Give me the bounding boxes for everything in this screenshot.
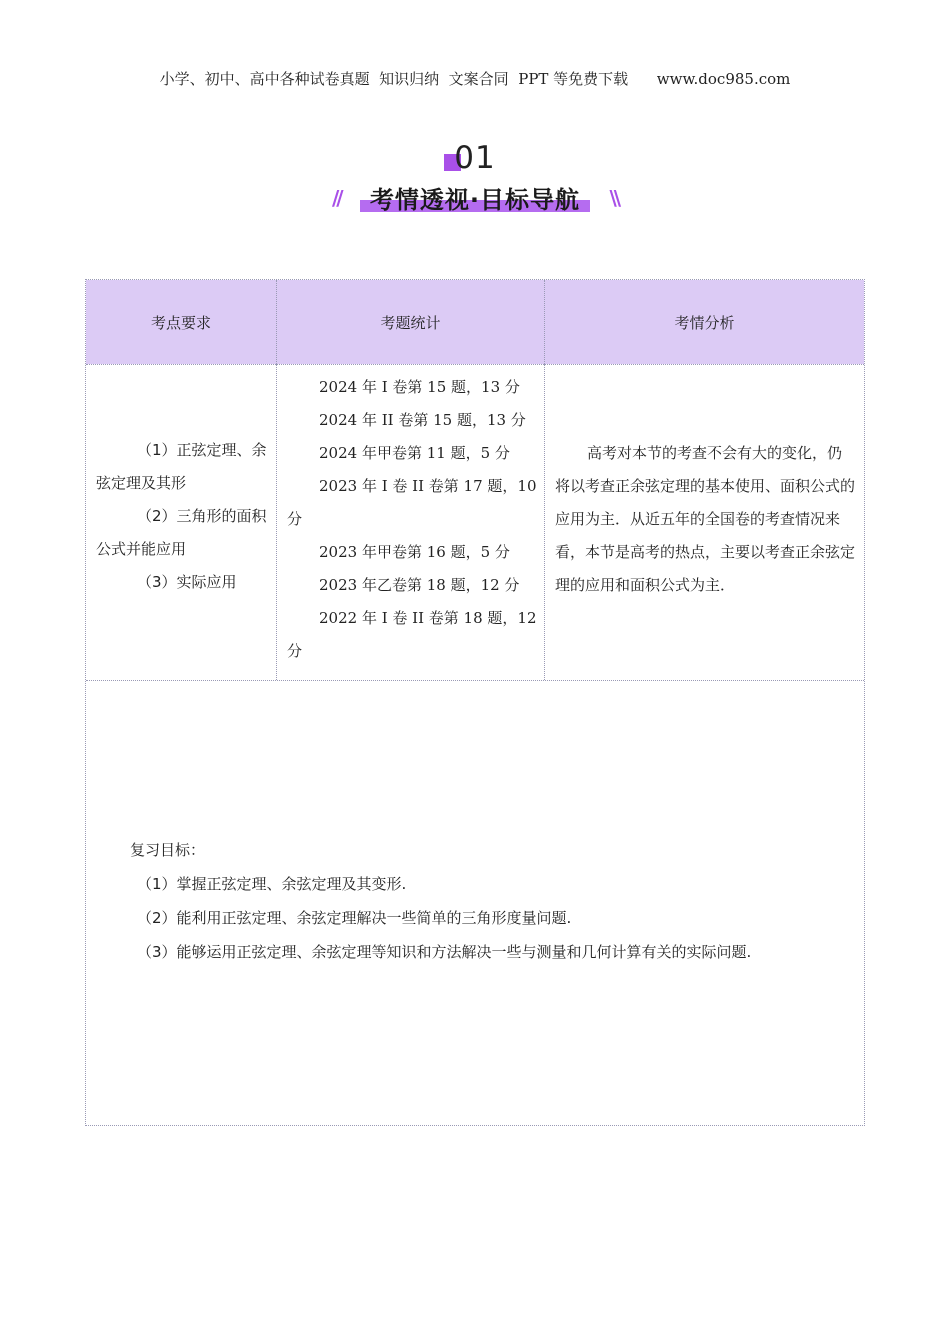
section-banner bbox=[331, 180, 619, 215]
header-cell-requirements: 考点要求 bbox=[150, 313, 211, 332]
header-cell-analysis: 考情分析 bbox=[544, 280, 864, 364]
section-title: 考情透视·目标导航 bbox=[369, 186, 581, 214]
statistic-item: 2023 年乙卷第 18 题，12 分 bbox=[319, 576, 520, 594]
section-number bbox=[454, 138, 495, 178]
page-header: 小学、初中、高中各种试卷真题 知识归纳 文案合同 PPT 等免费下载 www.doc985.com bbox=[159, 70, 791, 88]
goals-title: 复习目标： bbox=[130, 841, 206, 859]
review-goals bbox=[130, 833, 751, 969]
slash-right-icon: \\ bbox=[609, 186, 619, 210]
section-banner-wrap bbox=[0, 180, 950, 215]
statistic-item: 2024 年 I 卷第 15 题，13 分 bbox=[319, 378, 520, 396]
section-number-text: 01 bbox=[454, 140, 496, 176]
goal-item: （3）能够运用正弦定理、余弦定理等知识和方法解决一些与测量和几何计算有关的实际问题. bbox=[137, 943, 752, 961]
statistic-item: 2022 年 I 卷 II 卷第 18 题，12 分 bbox=[287, 609, 537, 660]
section-number-wrap bbox=[0, 138, 950, 178]
goal-item: （1）掌握正弦定理、余弦定理及其变形. bbox=[137, 875, 407, 893]
statistics-cell bbox=[276, 364, 544, 680]
statistic-item: 2023 年 I 卷 II 卷第 17 题，10 分 bbox=[287, 477, 537, 528]
header-cell-statistics: 考题统计 bbox=[276, 280, 544, 364]
requirements-cell bbox=[86, 364, 276, 680]
slash-left-icon: // bbox=[331, 186, 341, 210]
goal-item: （2）能利用正弦定理、余弦定理解决一些简单的三角形度量问题. bbox=[137, 909, 572, 927]
statistic-item: 2024 年甲卷第 11 题，5 分 bbox=[319, 444, 510, 462]
requirement-item: （2）三角形的面积公式并能应用 bbox=[96, 507, 267, 558]
table-divider bbox=[86, 680, 864, 681]
exam-table bbox=[85, 279, 865, 1126]
analysis-text: 高考对本节的考查不会有大的变化，仍将以考查正余弦定理的基本使用、面积公式的应用为主．从近五年的全国卷的考查情况来看，本节是高考的热点，主要以考查正余弦定理的应用和面积公式为主． bbox=[555, 444, 856, 594]
requirement-item: （1）正弦定理、余弦定理及其形 bbox=[96, 441, 267, 492]
statistic-item: 2023 年甲卷第 16 题，5 分 bbox=[319, 543, 510, 561]
analysis-cell bbox=[544, 364, 864, 680]
statistic-item: 2024 年 II 卷第 15 题，13 分 bbox=[319, 411, 526, 429]
requirement-item: （3）实际应用 bbox=[137, 573, 237, 591]
